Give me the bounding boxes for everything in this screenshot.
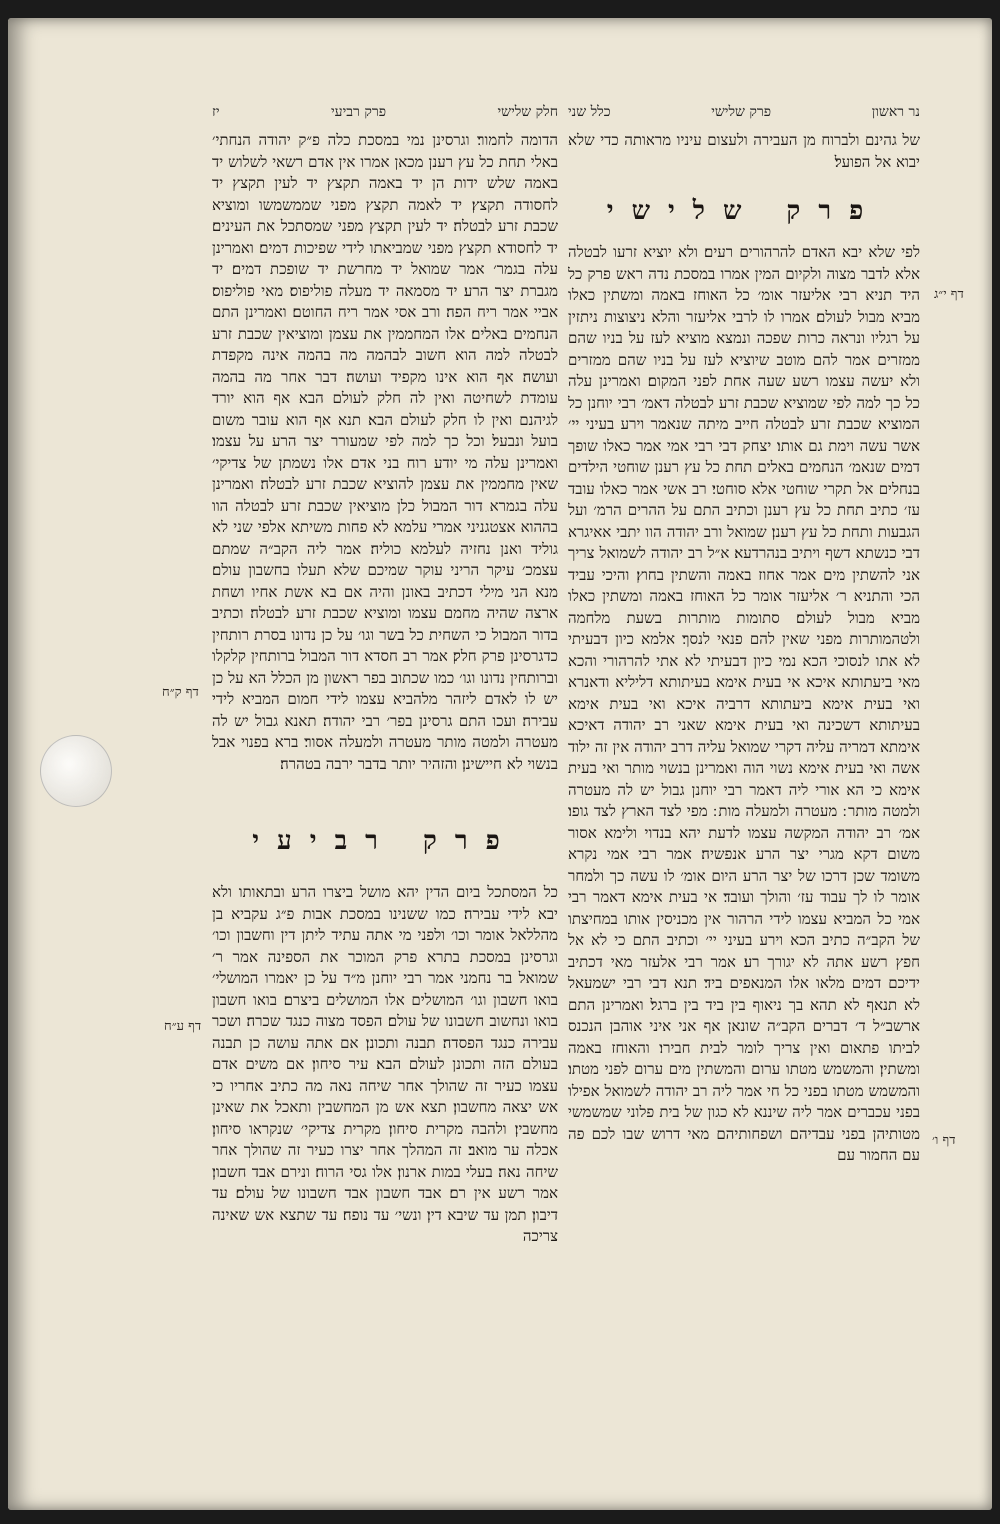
margin-note: דף ע״ח [164,1019,202,1034]
body-text: כל המסתכל ביום הדין יהא מושל ביצרו הרע ובתאותו ולא יבא לידי עבירה׃ כמו ששנינו במסכת אבות פ״ג עקביא בן מהללאל אומר וכו׳ ולפני מי אתה עתיד ליתן דין וחשבון וכו׳ וגרסינן במסכת בתרא פרק המוכר את הספינה אמר ר׳ שמואל בר נחמני אמר רבי יוחנן מ״ד על כן יאמרו המושלי׳ בואו חשבון וגו׳ המושלים אלו המושלים ביצרם׃ בואו חשבון בואו ונחשוב חשבונו של עולם׃ הפסד מצוה כנגד שכרה׃ ושכר עבירה כנגד הפסדה׃ תבנה ותכונן׃ אם אתה עושה כן תבנה בעולם הזה ותכונן לעולם הבא׃ עיר סיחון׃ אם משים אדם עצמו כעיר זה שהולך אחר שיחה נאה מה כתיב אחריו כי אש יצאה מחשבון׃ תצא אש מן המחשבין ותאכל את שאינן מחשבין׃ ולהבה מקרית סיחון׃ מקרית צדיקי׳ שנקראו סיחון׃ אכלה ער מואב׃ זה המהלך אחר יצרו כעיר זה שהולך אחר שיחה נאה׃ בעלי במות ארנון׃ אלו גסי הרוח׃ ונירם אבד חשבון׃ אמר רשע אין רם׃ אבד חשבון אבד חשבונו של עולם׃ עד דיבון׃ תמן עד שיבא דין׃ ונשי׳ עד נופח׃ עד שתצא אש שאינה צריכה [212,883,558,1245]
left-column-body-top [212,130,558,820]
running-header-right [568,104,920,121]
running-header-left [212,104,558,121]
page-tab-marker [40,735,112,807]
header-section: כלל שני [568,104,611,120]
folio-number: יז [212,104,220,120]
leaf-marker: נר ראשון [871,104,920,120]
right-column-body [568,242,920,1472]
header-chapter: פרק שלישי [711,104,772,120]
body-text: הדומה לחמור׃ וגרסינן נמי במסכת כלה פ״ק יהודה הנחתי׳ באלי תחת כל עץ רענן מכאן אמרו אין אדם רשאי לשלוש יד באמה שלש ידות הן יד באמה תקצץ יד לעין תקצץ יד לחסודה תקצץ׃ יד לאמה תקצץ מפני שממשמשו ומוציא שכבת זרע לבטלה׃ יד לעין תקצץ מפני שמסתכל את העינים׃ יד לחסודא תקצץ מפני שמביאתו לידי שפיכות דמים׃ ואמרינן עלה בגמר׳ אמר שמואל יד מחרשת יד שופכת דמים׃ יד מגברת יצר הרע׃ יד מסמאה יד מעלה פוליפוס׃ מאי פוליפוס׃ אביי אמר ריח הפה׃ ורב אסי אמר ריח החוטם׃ ואמרינן התם הנחמים באלים׃ אלו המחממין את עצמן ומוציאין שכבת זרע לבטלה למה הוא חשוב לבהמה מה בהמה אינה מקפדת ועושה׃ אף הוא אינו מקפיד ועושה׃ דבר אחר מה בהמה עומדת לשחיטה ואין לה חלק לעולם הבא אף הוא יורד לגיהנם ואין לו חלק לעולם הבא׃ תנא אף הוא עובר משום בועל ונבעל׃ וכל כך למה לפי שמעורר יצר הרע על עצמו׃ ואמרינן עלה מי יודע רוח בני אדם אלו נשמתן של צדיקי׳ שאין מחממין את עצמן להוציא שכבת זרע לבטלה׃ ואמרינן עלה בגמרא דור המבול כלן מוציאין שכבת זרע לבטלה הוו בההוא אצטגניני אמרי עלמא לא פחות משיתא אלפי שני לא גוליד ואנן נחזיה לעלמא כוליה׃ אמר ליה הקב״ה שמתם עצמכ׳ עיקר הריני עוקר שמיכם שלא תעלו בחשבון עולם׃ מנא הני מילי דכתיב באונן והיה אם בא אשת אחיו ושחת ארצה שהיה מחמם עצמו ומוציא שכבת זרע לבטלה׃ וכתיב בדור המבול כי השחית כל בשר וגו׳ על כן נדונו בסרת רותחין כדגרסינן פרק חלק׃ אמר רב חסדא דור המבול ברותחין קלקלו וברותחין נדונו וגו׳ כמו שכתוב בפר ראשון מן הכלל הא על כן יש לו לאדם ליזהר מלהביא עצמו לידי חמום המביא לידי עבירה׃ ועכו התם גרסינן בפר׳ רבי יהודה׃ תאנא גבול יש לה מעטרה ולמטה מותר מעטרה ולמעלה אסור׃ ברא בפנוי אבל בנשוי לא חיישינן׃ והזהיר יותר בדבר ירבה בטהרה׃ [212,131,558,773]
margin-note: דף י״ג [934,287,964,302]
body-text: לפי שלא יבא האדם להרהורים רעים׃ ולא יוציא זרעו לבטלה אלא לדבר מצוה ולקיום המין אמרו במסכת נדה ראש פרק כל היד תניא רבי אליעזר אומ׳ כל האוחז באמה ומשתין כאלו מביא מבול לעולם׃ אמרו לו לרבי אליעזר והלא ניצוצות ניתזין על רגליו ונראה כרות שפכה ונמצא מוציא לעז על בניו שהם ממזרים אמר להם מוטב שיוציא לעז על בניו שהם ממזרים ולא יעשה עצמו רשע שעה אחת לפני המקום׃ ואמרינן עלה כל כך למה לפי שמוציא שכבת זרע לבטלה דאמ׳ רבי יוחנן כל המוציא שכבת זרע לבטלה חייב מיתה שנאמר וירע בעיני יי׳ אשר עשה וימת גם אותו׃ יצחק דבי רבי אמי אמר כאלו שופך דמים שנאמ׳ הנחמים באלים תחת כל עץ רענן שוחטי הילדים בנחלים אל תקרי שוחטי אלא סוחטי׃ רב אשי אמר כאלו עובד עז׳ כתיב תחת כל עץ רענן וכתיב התם על ההרים הרמ׳ ועל הגבעות ותחת כל עץ רענן׃ שמואל ורב יהודה הוו יתבי אאיגרא דבי כנשתא דשף ויתיב בנהרדעא׃ א״ל רב יהודה לשמואל צריך אני להשתין מים אמר אחוז באמה והשתין בחוץ׃ והיכי עביד הכי והתניא ר׳ אליעזר אומר כל האוחז באמה ומשתין כאלו מביא מבול לעולם׃ סתומות מותרות בשעת מלחמה ולטהמותרות מפני שאין להם פנאי לנסך׃ אלמא כיון דבעיתי לא אתו לנסוכי הכא נמי כיון דבעיתי לא אתי להרהורי והכא מאי ביעתותא איכא אי בעית אימא בעיתותא דליליא ודאנרא ואי בעית אימא ביעתותא דרביה איכא ואי בעית אימא בעיתותא דשכינה ואי בעית אימא שאני רב יהודה דאיכא אימתא דמריה עליה דקרי שמואל עליה דרב יהודה אין זה ילוד אשה ואי בעית אימא נשוי הוה ואמרינן בנשוי מותר ואי בעית אימא כי הא אורי ליה דאמר רבי יוחנן גבול יש לה מעטרה ולמטה מותר ׃ מעטרה ולמעלה מות ׃ מפי לצד הארץ לצד גופו׃ אמ׳ רב יהודה המקשה עצמו לדעת יהא בנדוי ולימא אסור משום דקא מגרי יצר הרע אנפשיה׃ אמר רבי אמי נקרא משומד שכן דרכו של יצר הרע היום אומ׳ לו עשה כך ולמחר אומר לו לך עבוד עז׳ והולך ועובד׃ אי בעית אימא דאמר רבי אמי כל המביא עצמו לידי הרהור אין מכניסין אותו במחיצתו של הקב״ה כתיב הכא וירע בעיני יי׳ וכתיב התם כי לא אל חפץ רשע אתה לא יגורך רע׃ אמר רבי אלעזר מאי דכתיב ידיכם דמים מלאו אלו המנאפים ביד׃ תנא דבי רבי ישמעאל לא תנאף לא תהא בך ניאוף בין ביד בין ברגל׃ ואמרינן התם ארשב״ל ד׳ דברים הקב״ה שונאן אף אני איני אוהבן הנכנס לביתו פתאום ואין צריך לומר לבית חבירו׃ והאוחז באמה ומשתין׃ והמשמש מטתו ערום והמשתין מים ערום לפני מטתו׃ והמשמש מטתו בפני כל חי אמר ליה רב יהודה לשמואל אפילו בפני עכברים אמר ליה שיננא לא כגון של בית פלוני שמשמשי מטותיהן בפני עבדיהם ושפחותיהם מאי דרוש שבו לכם פה עם החמור עם [568,243,920,1164]
chapter-title-three: פרק שלישי [606,196,882,226]
header-part: חלק שלישי [497,104,558,120]
intro-text: של גהינם ולברוח מן העבירה ולעצום עיניו מראותה כדי שלא יבוא אל הפועל׃ [568,131,920,171]
margin-note: דף ו׳ [932,1133,956,1148]
chapter-title-four: פרק רביעי [252,826,518,856]
right-column-intro [568,130,920,173]
left-column-body-bottom [212,882,558,1302]
margin-note: דף ק״ח [162,685,199,700]
header-chapter: פרק רביעי [331,104,387,120]
